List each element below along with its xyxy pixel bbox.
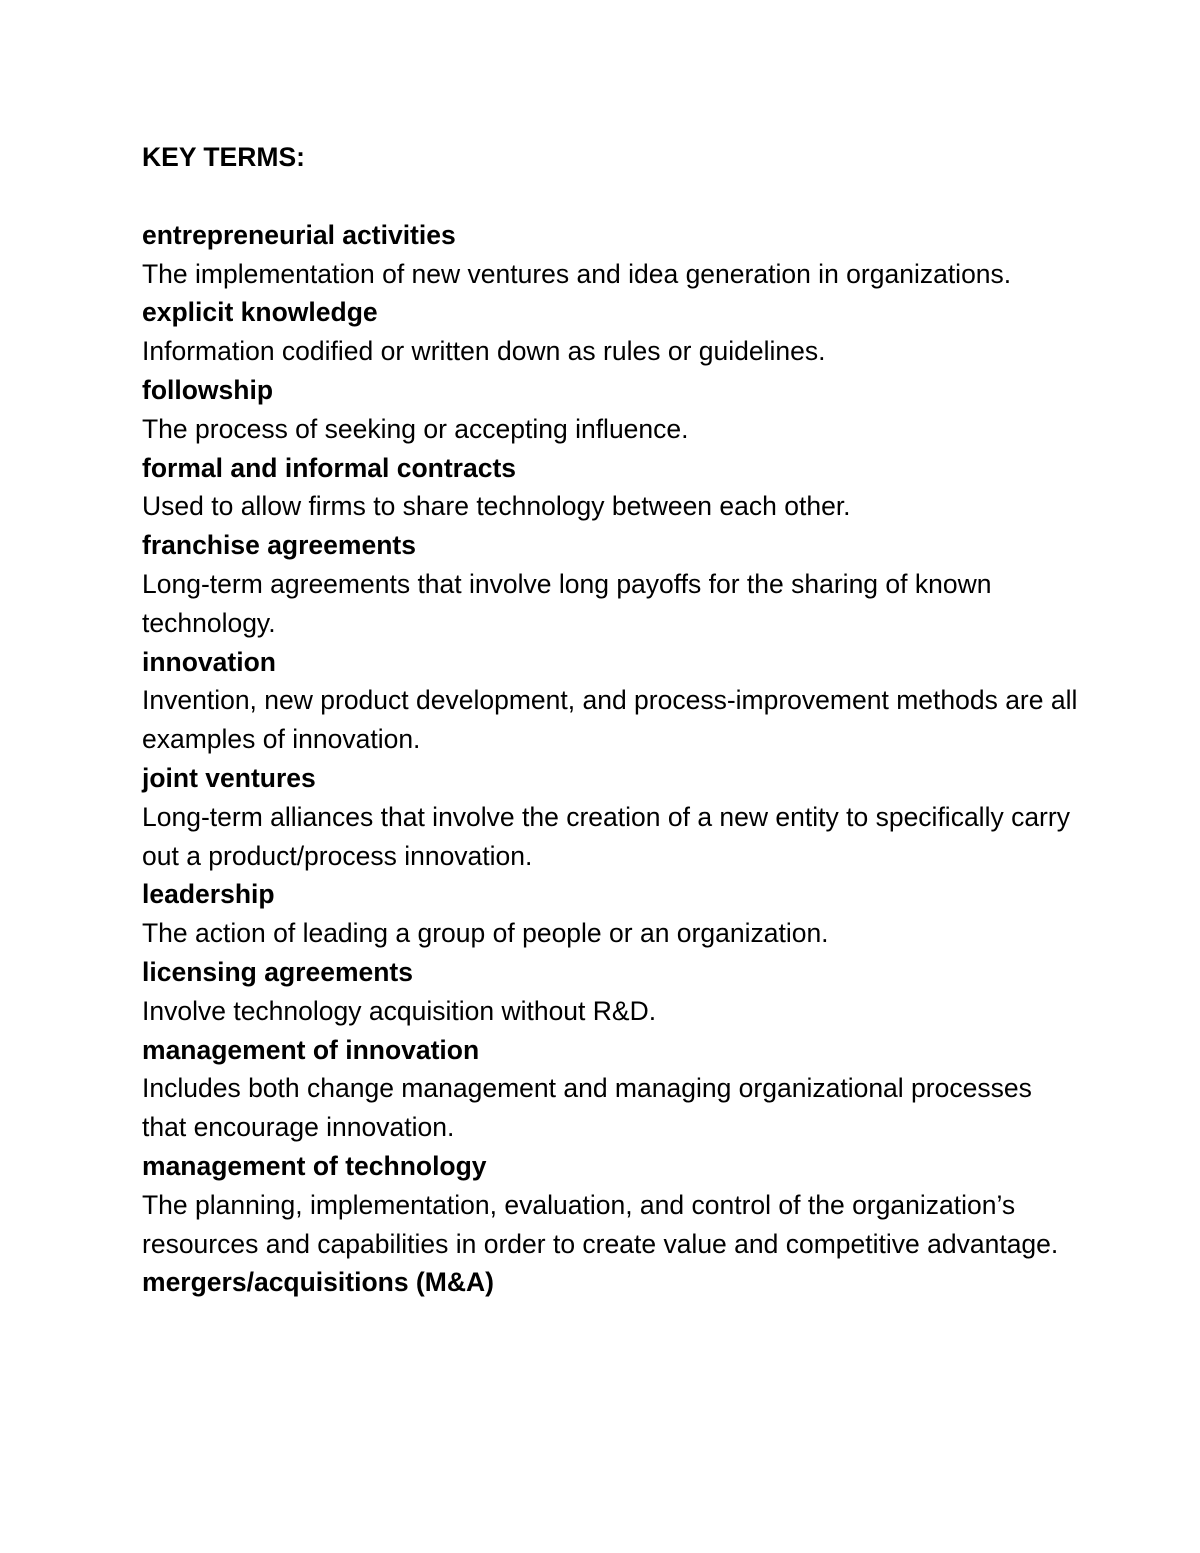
- term-title: management of innovation: [142, 1034, 480, 1065]
- term-definition: The implementation of new ventures and idea generation in organizations.: [142, 258, 1012, 289]
- term-definition: The planning, implementation, evaluation, and control of the organization’s resources and capabilities in order to create value and competitive advantage.: [142, 1189, 1059, 1259]
- term-title: entrepreneurial activities: [142, 219, 456, 250]
- term-definition: Includes both change management and managing organizational processes that encourage innovation.: [142, 1073, 1032, 1143]
- term-title: franchise agreements: [142, 530, 416, 561]
- term-definition: Long-term agreements that involve long payoffs for the sharing of known technology.: [142, 568, 992, 638]
- term-definition: The process of seeking or accepting influence.: [142, 413, 689, 444]
- term-title: management of technology: [142, 1150, 487, 1181]
- term-title: innovation: [142, 646, 276, 677]
- term-title: leadership: [142, 879, 275, 910]
- term-title: formal and informal contracts: [142, 452, 517, 483]
- term-definition: Information codified or written down as rules or guidelines.: [142, 336, 826, 367]
- term-title: followship: [142, 374, 274, 405]
- term-definition: The action of leading a group of people or an organization.: [142, 918, 829, 949]
- term-definition: Long-term alliances that involve the creation of a new entity to specifically carry out a product/process innovation.: [142, 801, 1070, 871]
- heading-spacer: [142, 177, 1082, 216]
- term-title: joint ventures: [142, 762, 316, 793]
- document-content: [142, 138, 1082, 1302]
- term-title: licensing agreements: [142, 956, 413, 987]
- term-definition: Invention, new product development, and process-improvement methods are all examples of innovation.: [142, 685, 1078, 755]
- term-definition: Used to allow firms to share technology between each other.: [142, 491, 851, 522]
- term-title: mergers/acquisitions (M&A): [142, 1267, 494, 1298]
- term-title: explicit knowledge: [142, 297, 378, 328]
- page-heading: KEY TERMS:: [142, 142, 305, 172]
- term-definition: Involve technology acquisition without R&D.: [142, 995, 657, 1026]
